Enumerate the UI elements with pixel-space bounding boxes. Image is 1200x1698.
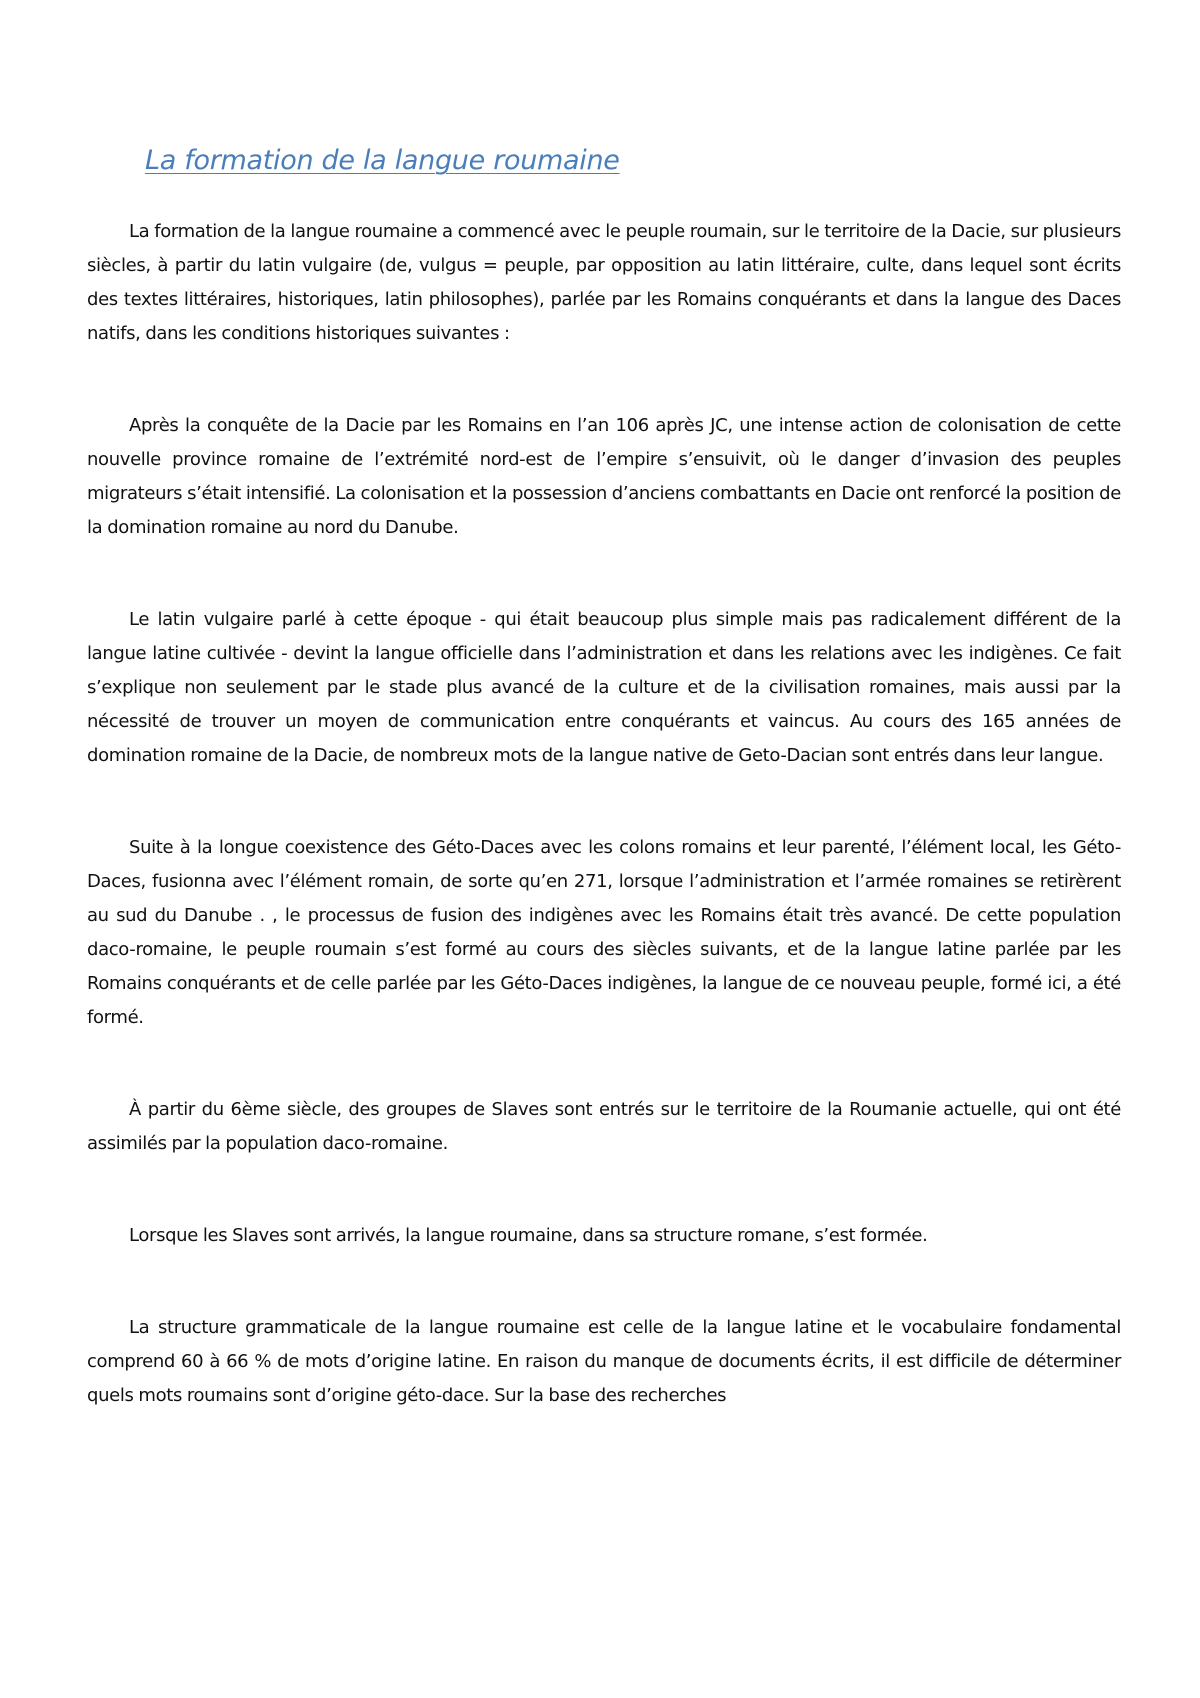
document-body [87, 215, 1121, 1471]
paragraph-4: Suite à la longue coexistence des Géto-Daces avec les colons romains et leur parenté, l’élément local, les Géto-Daces, fusionna avec l’élément romain, de sorte qu’en 271, lorsque l’administration et l’armée romaines se retirèrent au sud du Danube . , le processus de fusion des indigènes avec les Romains était très avancé. De cette population daco-romaine, le peuple roumain s’est formé au cours des siècles suivants, et de la langue latine parlée par les Romains conquérants et de celle parlée par les Géto-Daces indigènes, la langue de ce nouveau peuple, formé ici, a été formé. [87, 837, 1121, 1028]
paragraph-5: À partir du 6ème siècle, des groupes de Slaves sont entrés sur le territoire de la Roumanie actuelle, qui ont été assimilés par la population daco-romaine. [87, 1099, 1121, 1154]
paragraph-7: La structure grammaticale de la langue roumaine est celle de la langue latine et le vocabulaire fondamental comprend 60 à 66 % de mots d’origine latine. En raison du manque de documents écrits, il est difficile de déterminer quels mots roumains sont d’origine géto-dace. Sur la base des recherches [87, 1317, 1121, 1406]
paragraph-1: La formation de la langue roumaine a commencé avec le peuple roumain, sur le territoire de la Dacie, sur plusieurs siècles, à partir du latin vulgaire (de, vulgus = peuple, par opposition au latin littéraire, culte, dans lequel sont écrits des textes littéraires, historiques, latin philosophes), parlée par les Romains conquérants et dans la langue des Daces natifs, dans les conditions historiques suivantes : [87, 221, 1121, 344]
paragraph-6: Lorsque les Slaves sont arrivés, la langue roumaine, dans sa structure romane, s’est formée. [129, 1225, 928, 1246]
document-title: La formation de la langue roumaine [145, 145, 620, 176]
paragraph-2: Après la conquête de la Dacie par les Romains en l’an 106 après JC, une intense action de colonisation de cette nouvelle province romaine de l’extrémité nord-est de l’empire s’ensuivit, où le danger d’invasion des peuples migrateurs s’était intensifié. La colonisation et la possession d’anciens combattants en Dacie ont renforcé la position de la domination romaine au nord du Danube. [87, 415, 1121, 538]
paragraph-3: Le latin vulgaire parlé à cette époque - qui était beaucoup plus simple mais pas radicalement différent de la langue latine cultivée - devint la langue officielle dans l’administration et dans les relations avec les indigènes. Ce fait s’explique non seulement par le stade plus avancé de la culture et de la civilisation romaines, mais aussi par la nécessité de trouver un moyen de communication entre conquérants et vaincus. Au cours des 165 années de domination romaine de la Dacie, de nombreux mots de la langue native de Geto-Dacian sont entrés dans leur langue. [87, 609, 1121, 766]
